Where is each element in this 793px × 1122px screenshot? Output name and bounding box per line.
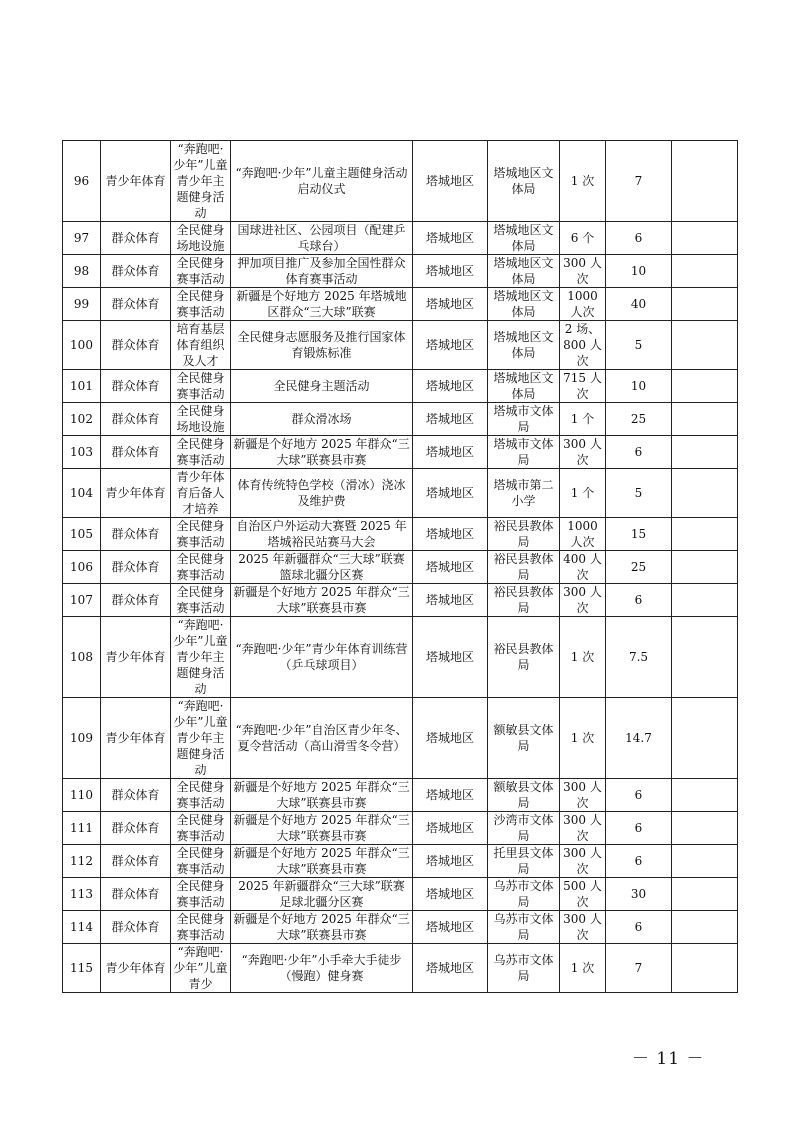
row-number: 97	[63, 222, 101, 255]
unit-cell: 额敏县文体局	[488, 698, 560, 779]
category-cell: 青少年体育	[101, 469, 171, 518]
content-cell: 新疆是个好地方 2025 年群众“三大球”联赛县市赛	[231, 584, 413, 617]
table-row	[63, 878, 738, 911]
type-cell: 全民健身赛事活动	[171, 584, 231, 617]
region-cell: 塔城地区	[413, 288, 488, 321]
quantity-cell: 2 场、800 人次	[560, 321, 606, 370]
type-cell: “奔跑吧·少年”儿童青少	[171, 944, 231, 993]
content-cell: 全民健身主题活动	[231, 370, 413, 403]
table-row	[63, 403, 738, 436]
type-cell: 全民健身赛事活动	[171, 878, 231, 911]
category-cell: 群众体育	[101, 370, 171, 403]
content-cell: 新疆是个好地方 2025 年塔城地区群众“三大球”联赛	[231, 288, 413, 321]
unit-cell: 塔城地区文体局	[488, 321, 560, 370]
note-cell	[672, 141, 738, 222]
quantity-cell: 715 人次	[560, 370, 606, 403]
table-row	[63, 141, 738, 222]
content-cell: 新疆是个好地方 2025 年群众“三大球”联赛县市赛	[231, 845, 413, 878]
amount-cell: 6	[606, 222, 672, 255]
type-cell: 培育基层体育组织及人才	[171, 321, 231, 370]
row-number: 115	[63, 944, 101, 993]
quantity-cell: 1 次	[560, 698, 606, 779]
row-number: 100	[63, 321, 101, 370]
note-cell	[672, 845, 738, 878]
note-cell	[672, 944, 738, 993]
type-cell: 青少年体育后备人才培养	[171, 469, 231, 518]
amount-cell: 15	[606, 518, 672, 551]
unit-cell: 额敏县文体局	[488, 779, 560, 812]
amount-cell: 6	[606, 779, 672, 812]
quantity-cell: 1 个	[560, 469, 606, 518]
note-cell	[672, 469, 738, 518]
content-cell: 群众滑冰场	[231, 403, 413, 436]
region-cell: 塔城地区	[413, 698, 488, 779]
row-number: 101	[63, 370, 101, 403]
quantity-cell: 1 个	[560, 403, 606, 436]
content-cell: 新疆是个好地方 2025 年群众“三大球”联赛县市赛	[231, 436, 413, 469]
table-row	[63, 779, 738, 812]
category-cell: 青少年体育	[101, 617, 171, 698]
region-cell: 塔城地区	[413, 222, 488, 255]
region-cell: 塔城地区	[413, 370, 488, 403]
region-cell: 塔城地区	[413, 944, 488, 993]
note-cell	[672, 812, 738, 845]
category-cell: 群众体育	[101, 321, 171, 370]
quantity-cell: 300 人次	[560, 812, 606, 845]
unit-cell: 塔城市第二小学	[488, 469, 560, 518]
amount-cell: 6	[606, 911, 672, 944]
unit-cell: 裕民县教体局	[488, 584, 560, 617]
content-cell: 2025 年新疆群众“三大球”联赛篮球北疆分区赛	[231, 551, 413, 584]
category-cell: 青少年体育	[101, 141, 171, 222]
region-cell: 塔城地区	[413, 812, 488, 845]
note-cell	[672, 222, 738, 255]
amount-cell: 10	[606, 255, 672, 288]
region-cell: 塔城地区	[413, 255, 488, 288]
note-cell	[672, 617, 738, 698]
row-number: 114	[63, 911, 101, 944]
note-cell	[672, 436, 738, 469]
unit-cell: 塔城地区文体局	[488, 222, 560, 255]
type-cell: 全民健身赛事活动	[171, 288, 231, 321]
amount-cell: 30	[606, 878, 672, 911]
table-row	[63, 436, 738, 469]
region-cell: 塔城地区	[413, 518, 488, 551]
category-cell: 群众体育	[101, 403, 171, 436]
type-cell: 全民健身场地设施	[171, 222, 231, 255]
category-cell: 群众体育	[101, 222, 171, 255]
category-cell: 群众体育	[101, 551, 171, 584]
note-cell	[672, 255, 738, 288]
row-number: 105	[63, 518, 101, 551]
category-cell: 群众体育	[101, 584, 171, 617]
quantity-cell: 300 人次	[560, 779, 606, 812]
content-cell: “奔跑吧·少年”自治区青少年冬、夏令营活动（高山滑雪冬令营）	[231, 698, 413, 779]
unit-cell: 沙湾市文体局	[488, 812, 560, 845]
page-number: － 11 －	[632, 1049, 705, 1069]
content-cell: 押加项目推广及参加全国性群众体育赛事活动	[231, 255, 413, 288]
quantity-cell: 1 次	[560, 141, 606, 222]
region-cell: 塔城地区	[413, 321, 488, 370]
region-cell: 塔城地区	[413, 911, 488, 944]
content-cell: 自治区户外运动大赛暨 2025 年塔城裕民站赛马大会	[231, 518, 413, 551]
content-cell: 新疆是个好地方 2025 年群众“三大球”联赛县市赛	[231, 779, 413, 812]
table-row	[63, 944, 738, 993]
table-row	[63, 288, 738, 321]
content-cell: “奔跑吧·少年”小手牵大手徒步（慢跑）健身赛	[231, 944, 413, 993]
category-cell: 群众体育	[101, 878, 171, 911]
table-row	[63, 911, 738, 944]
table-row	[63, 551, 738, 584]
category-cell: 群众体育	[101, 518, 171, 551]
type-cell: 全民健身赛事活动	[171, 255, 231, 288]
amount-cell: 25	[606, 551, 672, 584]
amount-cell: 7	[606, 141, 672, 222]
note-cell	[672, 878, 738, 911]
note-cell	[672, 551, 738, 584]
type-cell: 全民健身赛事活动	[171, 911, 231, 944]
row-number: 109	[63, 698, 101, 779]
type-cell: 全民健身赛事活动	[171, 812, 231, 845]
amount-cell: 5	[606, 469, 672, 518]
table-row	[63, 812, 738, 845]
amount-cell: 40	[606, 288, 672, 321]
type-cell: “奔跑吧·少年”儿童青少年主题健身活动	[171, 617, 231, 698]
quantity-cell: 300 人次	[560, 255, 606, 288]
row-number: 110	[63, 779, 101, 812]
note-cell	[672, 288, 738, 321]
category-cell: 群众体育	[101, 845, 171, 878]
row-number: 99	[63, 288, 101, 321]
note-cell	[672, 779, 738, 812]
content-cell: 新疆是个好地方 2025 年群众“三大球”联赛县市赛	[231, 812, 413, 845]
quantity-cell: 6 个	[560, 222, 606, 255]
category-cell: 青少年体育	[101, 944, 171, 993]
row-number: 107	[63, 584, 101, 617]
quantity-cell: 1000 人次	[560, 288, 606, 321]
quantity-cell: 300 人次	[560, 436, 606, 469]
region-cell: 塔城地区	[413, 617, 488, 698]
quantity-cell: 500 人次	[560, 878, 606, 911]
row-number: 108	[63, 617, 101, 698]
row-number: 98	[63, 255, 101, 288]
table-row	[63, 321, 738, 370]
quantity-cell: 1 次	[560, 944, 606, 993]
content-cell: 全民健身志愿服务及推行国家体育锻炼标准	[231, 321, 413, 370]
table-row	[63, 845, 738, 878]
amount-cell: 7	[606, 944, 672, 993]
category-cell: 群众体育	[101, 911, 171, 944]
amount-cell: 7.5	[606, 617, 672, 698]
region-cell: 塔城地区	[413, 436, 488, 469]
table-row	[63, 370, 738, 403]
note-cell	[672, 698, 738, 779]
quantity-cell: 300 人次	[560, 845, 606, 878]
unit-cell: 裕民县教体局	[488, 617, 560, 698]
category-cell: 群众体育	[101, 288, 171, 321]
type-cell: 全民健身赛事活动	[171, 779, 231, 812]
category-cell: 群众体育	[101, 255, 171, 288]
amount-cell: 25	[606, 403, 672, 436]
category-cell: 青少年体育	[101, 698, 171, 779]
table-row	[63, 469, 738, 518]
project-table	[62, 140, 738, 993]
amount-cell: 6	[606, 845, 672, 878]
table-row	[63, 617, 738, 698]
category-cell: 群众体育	[101, 779, 171, 812]
content-cell: “奔跑吧·少年”儿童主题健身活动启动仪式	[231, 141, 413, 222]
quantity-cell: 300 人次	[560, 584, 606, 617]
note-cell	[672, 403, 738, 436]
amount-cell: 5	[606, 321, 672, 370]
unit-cell: 乌苏市文体局	[488, 944, 560, 993]
category-cell: 群众体育	[101, 812, 171, 845]
unit-cell: 塔城市文体局	[488, 436, 560, 469]
type-cell: “奔跑吧·少年”儿童青少年主题健身活动	[171, 141, 231, 222]
unit-cell: 裕民县教体局	[488, 518, 560, 551]
unit-cell: 裕民县教体局	[488, 551, 560, 584]
table-row	[63, 255, 738, 288]
row-number: 111	[63, 812, 101, 845]
amount-cell: 10	[606, 370, 672, 403]
row-number: 104	[63, 469, 101, 518]
content-cell: 国球进社区、公园项目（配建乒乓球台）	[231, 222, 413, 255]
content-cell: 体育传统特色学校（滑冰）浇冰及维护费	[231, 469, 413, 518]
row-number: 103	[63, 436, 101, 469]
table-row	[63, 698, 738, 779]
unit-cell: 托里县文体局	[488, 845, 560, 878]
row-number: 96	[63, 141, 101, 222]
row-number: 102	[63, 403, 101, 436]
type-cell: 全民健身赛事活动	[171, 845, 231, 878]
table-row	[63, 584, 738, 617]
content-cell: “奔跑吧·少年”青少年体育训练营（乒乓球项目）	[231, 617, 413, 698]
region-cell: 塔城地区	[413, 845, 488, 878]
unit-cell: 塔城地区文体局	[488, 255, 560, 288]
unit-cell: 塔城市文体局	[488, 403, 560, 436]
type-cell: 全民健身赛事活动	[171, 518, 231, 551]
row-number: 113	[63, 878, 101, 911]
unit-cell: 塔城地区文体局	[488, 370, 560, 403]
region-cell: 塔城地区	[413, 779, 488, 812]
row-number: 106	[63, 551, 101, 584]
category-cell: 群众体育	[101, 436, 171, 469]
quantity-cell: 400 人次	[560, 551, 606, 584]
content-cell: 2025 年新疆群众“三大球”联赛足球北疆分区赛	[231, 878, 413, 911]
region-cell: 塔城地区	[413, 469, 488, 518]
note-cell	[672, 518, 738, 551]
quantity-cell: 1000 人次	[560, 518, 606, 551]
amount-cell: 6	[606, 584, 672, 617]
note-cell	[672, 584, 738, 617]
unit-cell: 塔城地区文体局	[488, 141, 560, 222]
region-cell: 塔城地区	[413, 551, 488, 584]
type-cell: 全民健身赛事活动	[171, 551, 231, 584]
note-cell	[672, 321, 738, 370]
unit-cell: 乌苏市文体局	[488, 911, 560, 944]
content-cell: 新疆是个好地方 2025 年群众“三大球”联赛县市赛	[231, 911, 413, 944]
quantity-cell: 1 次	[560, 617, 606, 698]
quantity-cell: 300 人次	[560, 911, 606, 944]
amount-cell: 6	[606, 436, 672, 469]
region-cell: 塔城地区	[413, 584, 488, 617]
unit-cell: 塔城地区文体局	[488, 288, 560, 321]
region-cell: 塔城地区	[413, 878, 488, 911]
unit-cell: 乌苏市文体局	[488, 878, 560, 911]
region-cell: 塔城地区	[413, 141, 488, 222]
region-cell: 塔城地区	[413, 403, 488, 436]
table-row	[63, 222, 738, 255]
amount-cell: 14.7	[606, 698, 672, 779]
type-cell: 全民健身赛事活动	[171, 436, 231, 469]
table-row	[63, 518, 738, 551]
type-cell: 全民健身赛事活动	[171, 370, 231, 403]
type-cell: “奔跑吧·少年”儿童青少年主题健身活动	[171, 698, 231, 779]
row-number: 112	[63, 845, 101, 878]
amount-cell: 6	[606, 812, 672, 845]
type-cell: 全民健身场地设施	[171, 403, 231, 436]
note-cell	[672, 370, 738, 403]
note-cell	[672, 911, 738, 944]
